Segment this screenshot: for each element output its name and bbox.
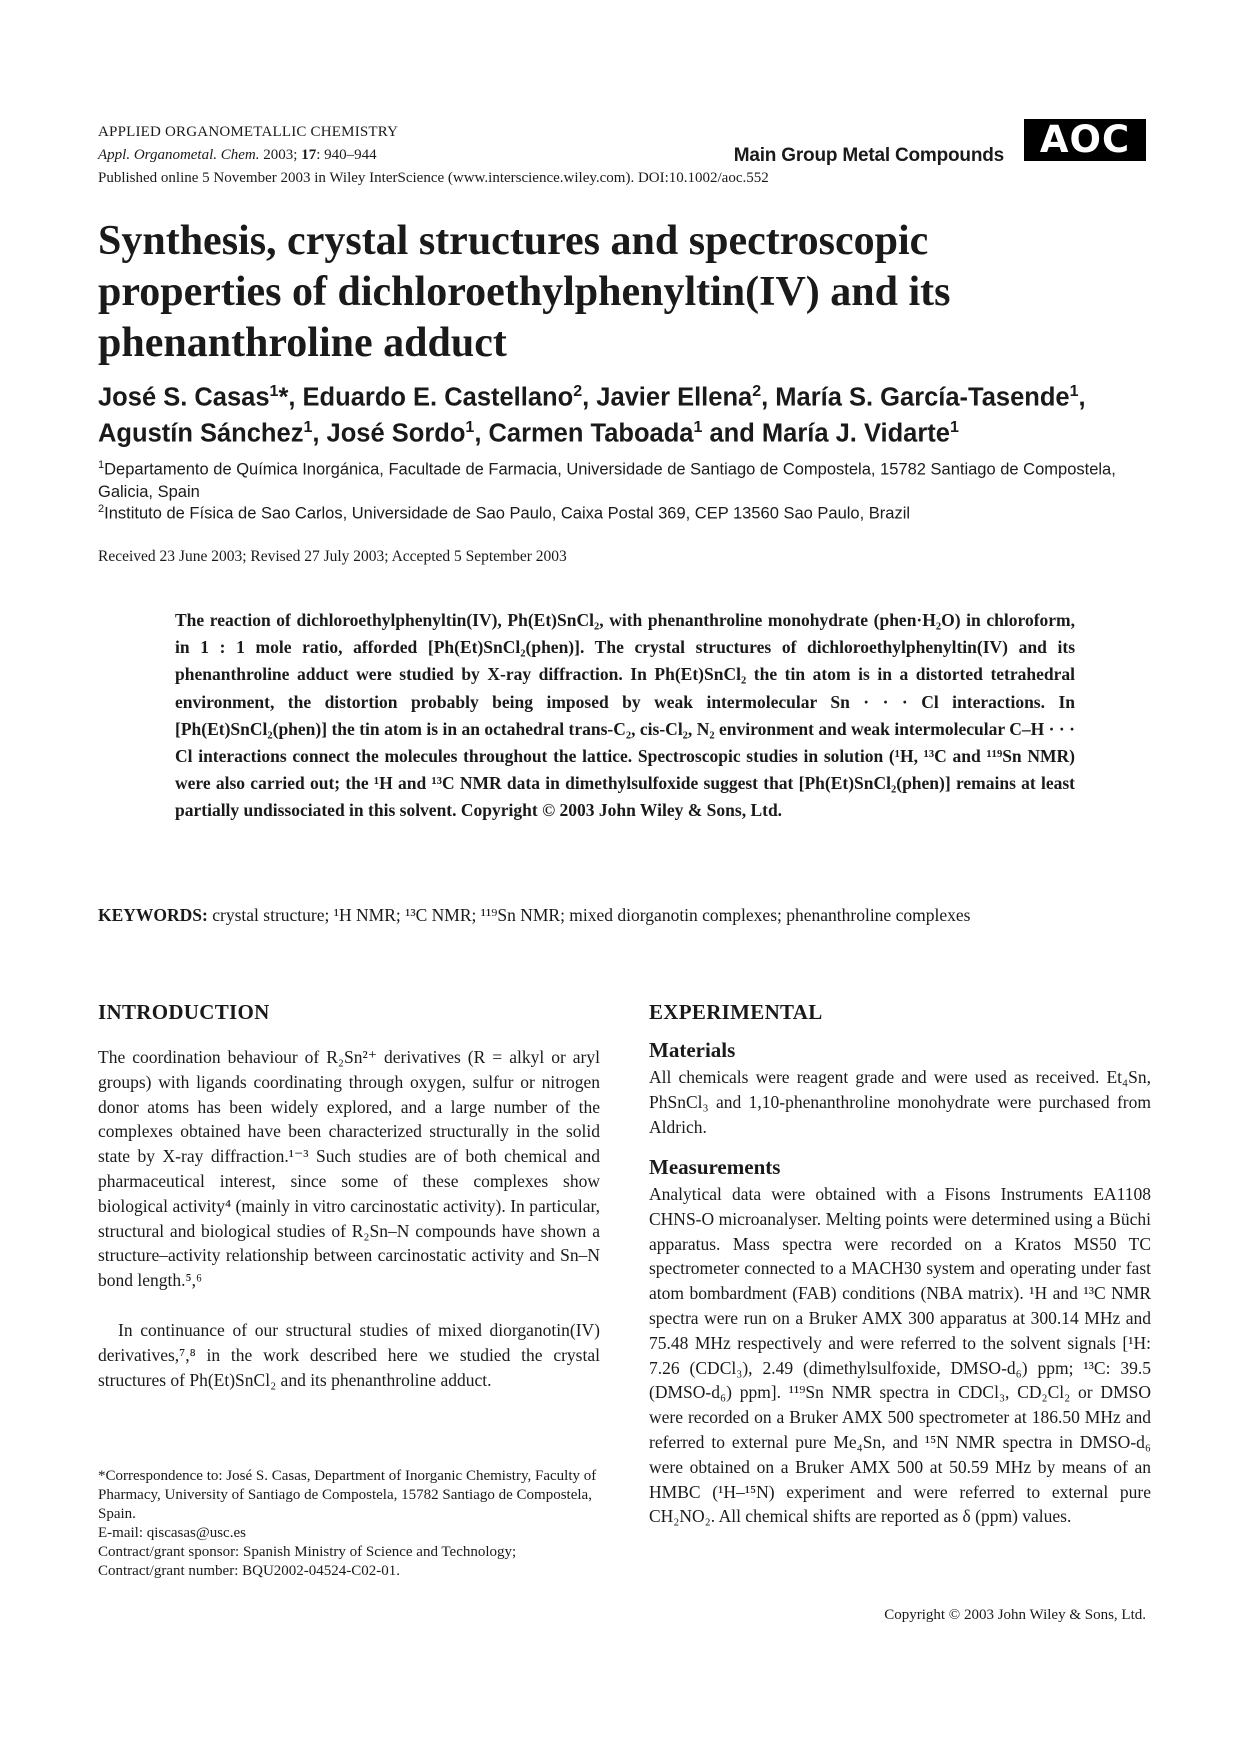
email-line: E-mail: qiscasas@usc.es bbox=[98, 1525, 246, 1541]
abstract: The reaction of dichloroethylphenyltin(IV), Ph(Et)SnCl₂, with phenanthroline monohydrate (phen·H₂O) in chloroform, in 1 : 1 mole ratio, afforded [Ph(Et)SnCl₂(phen)]. The crystal structures of dichloroethylphenyltin(IV) and its phenanthroline adduct were studied by X-ray diffraction. In Ph(Et)SnCl₂ the tin atom is in a distorted tetrahedral environment, the distortion probably being imposed by weak intermolecular Sn · · · Cl interactions. In [Ph(Et)SnCl₂(phen)] the tin atom is in an octahedral trans-C₂, cis-Cl₂, N₂ environment and weak intermolecular C–H · · · Cl interactions connect the molecules throughout the lattice. Spectroscopic studies in solution (¹H, ¹³C and ¹¹⁹Sn NMR) were also carried out; the ¹H and ¹³C NMR data in dimethylsulfoxide suggest that [Ph(Et)SnCl₂(phen)] remains at least partially undissociated in this solvent. Copyright © 2003 John Wiley & Sons, Ltd. bbox=[175, 610, 1075, 821]
journal-logo: AOC bbox=[1024, 119, 1146, 161]
section-label: Main Group Metal Compounds bbox=[733, 145, 1004, 166]
author-affiliation-mark: 2 bbox=[752, 383, 762, 400]
journal-name: APPLIED ORGANOMETALLIC CHEMISTRY bbox=[98, 124, 399, 140]
author-affiliation-mark: 1 bbox=[693, 418, 703, 436]
citation-year: 2003; bbox=[263, 147, 298, 163]
correspondence-text: *Correspondence to: José S. Casas, Department of Inorganic Chemistry, Faculty of Pharmacy, University of Santiago de Compostela, 15782 Santiago de Compostela, Spain. bbox=[98, 1468, 597, 1522]
keywords-text: crystal structure; ¹H NMR; ¹³C NMR; ¹¹⁹Sn NMR; mixed diorganotin complexes; phenanthroline complexes bbox=[212, 905, 971, 925]
author-name: Agustín Sánchez bbox=[98, 419, 304, 447]
author-affiliation-mark: 1 bbox=[465, 418, 475, 436]
citation-pages: : 940–944 bbox=[316, 147, 377, 163]
keywords bbox=[98, 905, 970, 926]
materials-paragraph: All chemicals were reagent grade and were used as received. Et₄Sn, PhSnCl₃ and 1,10-phenanthroline monohydrate were purchased from Aldrich. bbox=[649, 1067, 1151, 1137]
keywords-label: KEYWORDS: bbox=[98, 905, 208, 925]
introduction-paragraph-2: In continuance of our structural studies of mixed diorganotin(IV) derivatives,⁷,⁸ in the work described here we studied the crystal structures of Ph(Et)SnCl₂ and its phenanthroline adduct. bbox=[98, 1320, 600, 1390]
author-name: Javier Ellena bbox=[596, 383, 753, 412]
author-affiliation-mark: 2 bbox=[573, 383, 583, 400]
citation-line bbox=[98, 147, 377, 164]
citation-journal: Appl. Organometal. Chem. bbox=[98, 147, 260, 163]
measurements-heading: Measurements bbox=[649, 1155, 781, 1179]
measurements-paragraph: Analytical data were obtained with a Fisons Instruments EA1108 CHNS-O microanalyser. Melting points were determined using a Büchi apparatus. Mass spectra were recorded on a Kratos MS50 TC spectrometer connected to a MACH30 system and operating under fast atom bombardment (FAB) conditions (NBA matrix). ¹H and ¹³C NMR spectra were run on a Bruker AMX 300 apparatus at 300.14 MHz and 75.48 MHz respectively and were referred to the solvent signals [¹H: 7.26 (CDCl₃), 2.49 (dimethylsulfoxide, DMSO-d₆) ppm; ¹³C: 39.5 (DMSO-d₆) ppm]. ¹¹⁹Sn NMR spectra in CDCl₃, CD₂Cl₂ or DMSO were recorded on a Bruker AMX 500 spectrometer at 186.50 MHz and referred to external pure Me₄Sn, and ¹⁵N NMR spectra in DMSO-d₆ were obtained on a Bruker AMX 500 at 50.59 MHz by means of an HMBC (¹H–¹⁵N) experiment and were referred to external pure CH₂NO₂. All chemical shifts are reported as δ (ppm) values. bbox=[649, 1184, 1151, 1527]
paper-title: Synthesis, crystal structures and spectroscopic properties of dichloroethylphenyltin(IV) and its phenanthroline adduct bbox=[98, 218, 951, 366]
author-affiliation-mark: 1 bbox=[949, 418, 959, 436]
author-name: Carmen Taboada bbox=[488, 419, 694, 447]
author-name: José Sordo bbox=[326, 419, 466, 447]
author-name: María J. Vidarte bbox=[761, 419, 950, 447]
affiliation-1: $^1$Departamento de Química Inorgánica, Facultade de Farmacia, Universidade de Santiago de Compostela, 15782 Santiago de Compostela, Galicia, Spain bbox=[98, 459, 1116, 501]
received-dates: Received 23 June 2003; Revised 27 July 2003; Accepted 5 September 2003 bbox=[98, 548, 567, 565]
introduction-heading: INTRODUCTION bbox=[98, 1000, 270, 1024]
affiliation-2: $^2$Instituto de Física de Sao Carlos, Universidade de Sao Paulo, Caixa Postal 369, CEP 13560 Sao Paulo, Brazil bbox=[98, 503, 911, 523]
published-line: Published online 5 November 2003 in Wiley InterScience (www.interscience.wiley.com). DOI:10.1002/aoc.552 bbox=[98, 170, 769, 186]
grant-sponsor: Contract/grant sponsor: Spanish Ministry of Science and Technology; bbox=[98, 1544, 517, 1560]
citation-volume: 17 bbox=[301, 147, 317, 163]
experimental-heading: EXPERIMENTAL bbox=[649, 1000, 823, 1024]
author-name: María S. García-Tasende bbox=[775, 383, 1070, 412]
grant-number: Contract/grant number: BQU2002-04524-C02-01. bbox=[98, 1563, 401, 1579]
author-affiliation-mark: 1 bbox=[1069, 383, 1079, 400]
author-name: José S. Casas bbox=[98, 383, 270, 412]
author-list: José S. Casas$^1$*, Eduardo E. Castellano$^2$, Javier Ellena$^2$, María S. García-Tasende$^1$, Agustín Sánchez$^1$, José Sordo$^1$, Carmen Taboada$^1$ and María J. Vidarte$^1$ bbox=[98, 383, 1086, 447]
author-affiliation-mark: 1 bbox=[269, 383, 279, 400]
correspondence-footnote bbox=[98, 1467, 600, 1581]
copyright-footer: Copyright © 2003 John Wiley & Sons, Ltd. bbox=[884, 1607, 1146, 1623]
materials-heading: Materials bbox=[649, 1038, 736, 1062]
author-name: Eduardo E. Castellano bbox=[302, 383, 574, 412]
introduction-paragraph-1: The coordination behaviour of R₂Sn²⁺ derivatives (R = alkyl or aryl groups) with ligands coordinating through oxygen, sulfur or nitrogen donor atoms has been widely explored, and a large number of the complexes obtained have been characterized structurally in the solid state by X-ray diffraction.¹⁻³ Such studies are of both chemical and pharmaceutical interest, since some of these complexes show biological activity⁴ (mainly in vitro carcinostatic activity). In particular, structural and biological studies of R₂Sn–N compounds have shown a structure–activity relationship between carcinostatic activity and Sn–N bond length.⁵,⁶ bbox=[98, 1047, 600, 1291]
author-affiliation-mark: 1 bbox=[303, 418, 313, 436]
